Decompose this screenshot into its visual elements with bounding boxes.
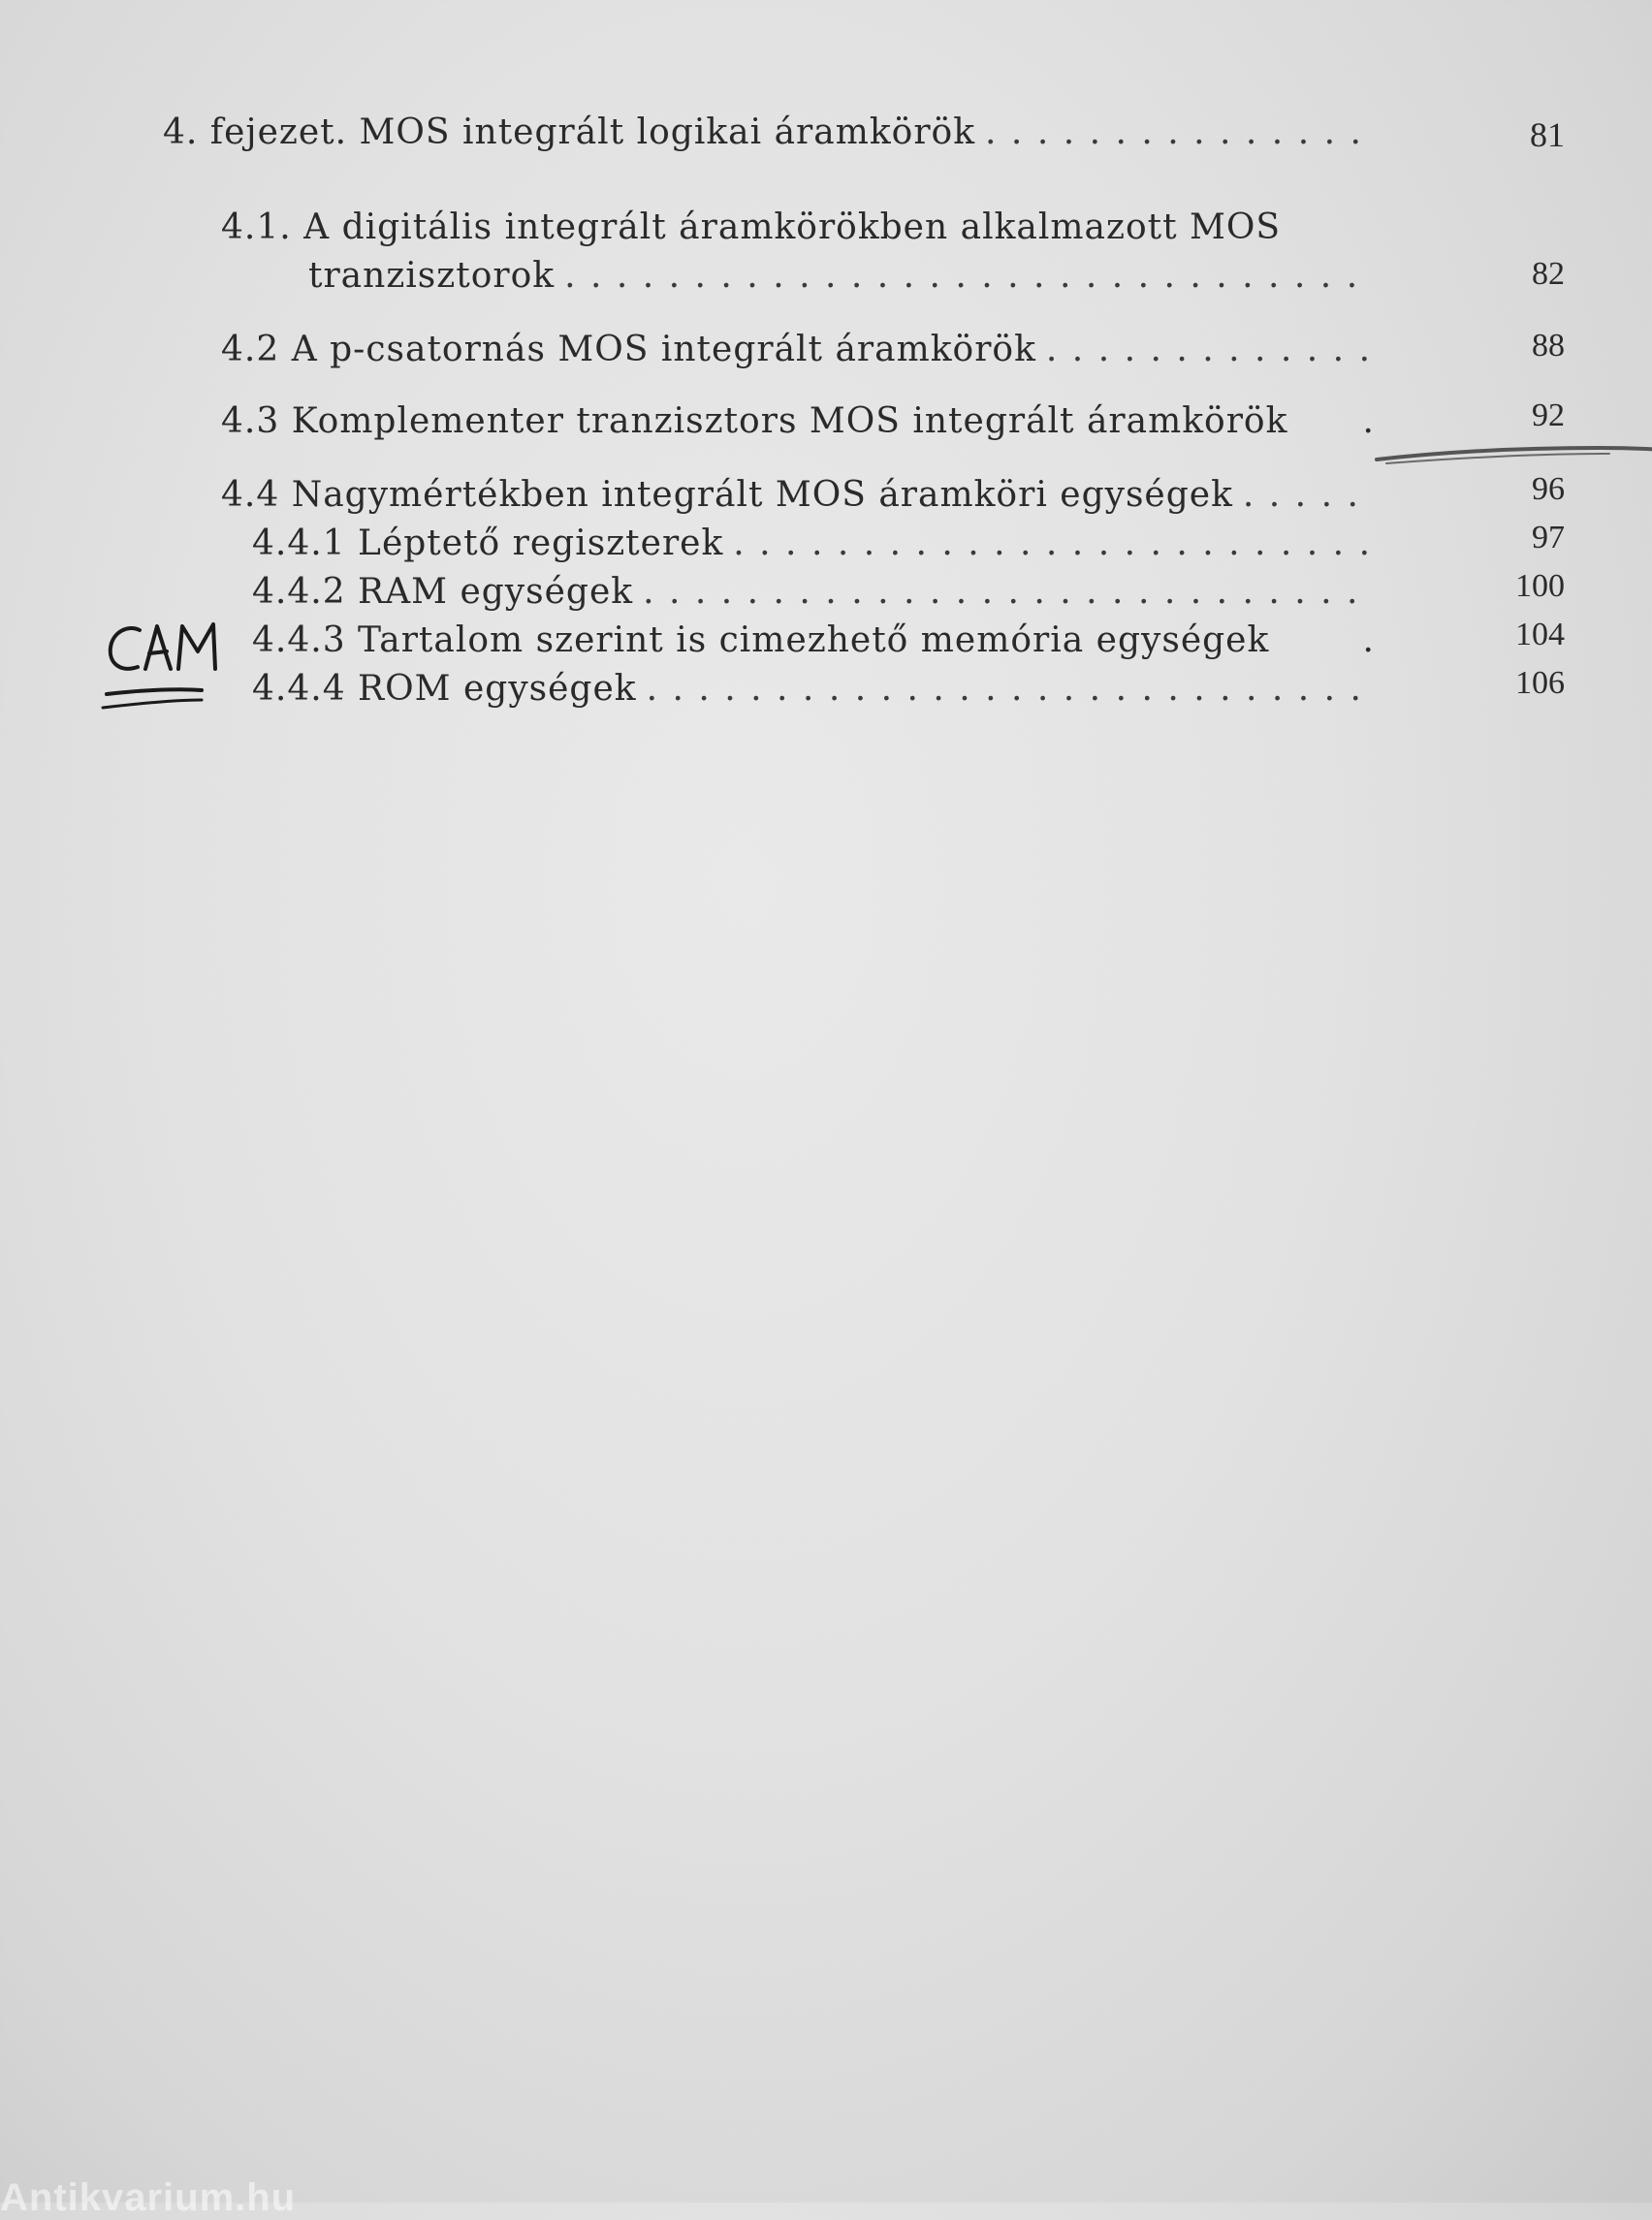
toc-leader-dot: . (1362, 401, 1375, 441)
toc-leader-dots (643, 572, 1375, 612)
toc-entry-4-4-3-label: 4.4.3 Tartalom szerint is cimezhető memória egységek (252, 620, 1270, 660)
toc-entry-4-4-4-row (252, 669, 1375, 709)
toc-entry-4-4-1-label: 4.4.1 Léptető regiszterek (252, 523, 724, 563)
toc-entry-4-4-2-page: 100 (1515, 568, 1565, 604)
toc-entry-4-4-2-row (252, 572, 1375, 612)
toc-entry-4-2-label: 4.2 A p-csatornás MOS integrált áramkörök (221, 330, 1036, 369)
toc-leader-dots (1243, 475, 1375, 515)
toc-entry-4-4-row (221, 475, 1375, 515)
toc-leader-dots (985, 112, 1375, 152)
toc-entry-4-4-3-page: 104 (1515, 617, 1565, 652)
toc-entry-4-4-label: 4.4 Nagymértékben integrált MOS áramköri egységek (221, 475, 1233, 515)
handwritten-margin-note (101, 613, 237, 719)
toc-entry-4-4-4-label: 4.4.4 ROM egységek (252, 669, 637, 709)
toc-chapter-label: 4. fejezet. MOS integrált logikai áramkörök (163, 112, 976, 152)
watermark: Antikvarium.hu (0, 2176, 297, 2219)
toc-entry-4-3-row (221, 401, 1375, 441)
toc-leader-dots (564, 256, 1375, 296)
toc-entry-4-4-1-page: 97 (1532, 520, 1565, 555)
toc-leader-dot: . (1362, 620, 1375, 660)
toc-entry-4-4-page: 96 (1532, 471, 1565, 507)
toc-entry-4-1-line1: 4.1. A digitális integrált áramkörökben alkalmazott MOS (221, 207, 1282, 247)
toc-chapter-row (163, 112, 1375, 152)
toc-entry-4-4-3-row (252, 620, 1375, 660)
toc-entry-4-4-2-label: 4.4.2 RAM egységek (252, 572, 634, 612)
toc-entry-4-4-4-page: 106 (1515, 665, 1565, 701)
toc-entry-4-3-page: 92 (1532, 397, 1565, 433)
toc-leader-dots (647, 669, 1375, 709)
toc-entry-4-1-page: 82 (1532, 256, 1565, 292)
toc-entry-4-1-line2: tranzisztorok (308, 256, 556, 296)
toc-leader-dots (1046, 330, 1375, 369)
toc-entry-4-4-1-row (252, 523, 1375, 563)
toc-chapter-page: 81 (1530, 115, 1565, 154)
toc-entry-4-2-page: 88 (1532, 328, 1565, 364)
toc-entry-4-3-label: 4.3 Komplementer tranzisztors MOS integrált áramkörök (221, 401, 1288, 441)
toc-entry-4-2-row (221, 330, 1375, 369)
toc-leader-dots (733, 523, 1375, 563)
toc-entry-4-1-row (308, 256, 1375, 296)
pen-stroke-mark (1357, 432, 1652, 471)
